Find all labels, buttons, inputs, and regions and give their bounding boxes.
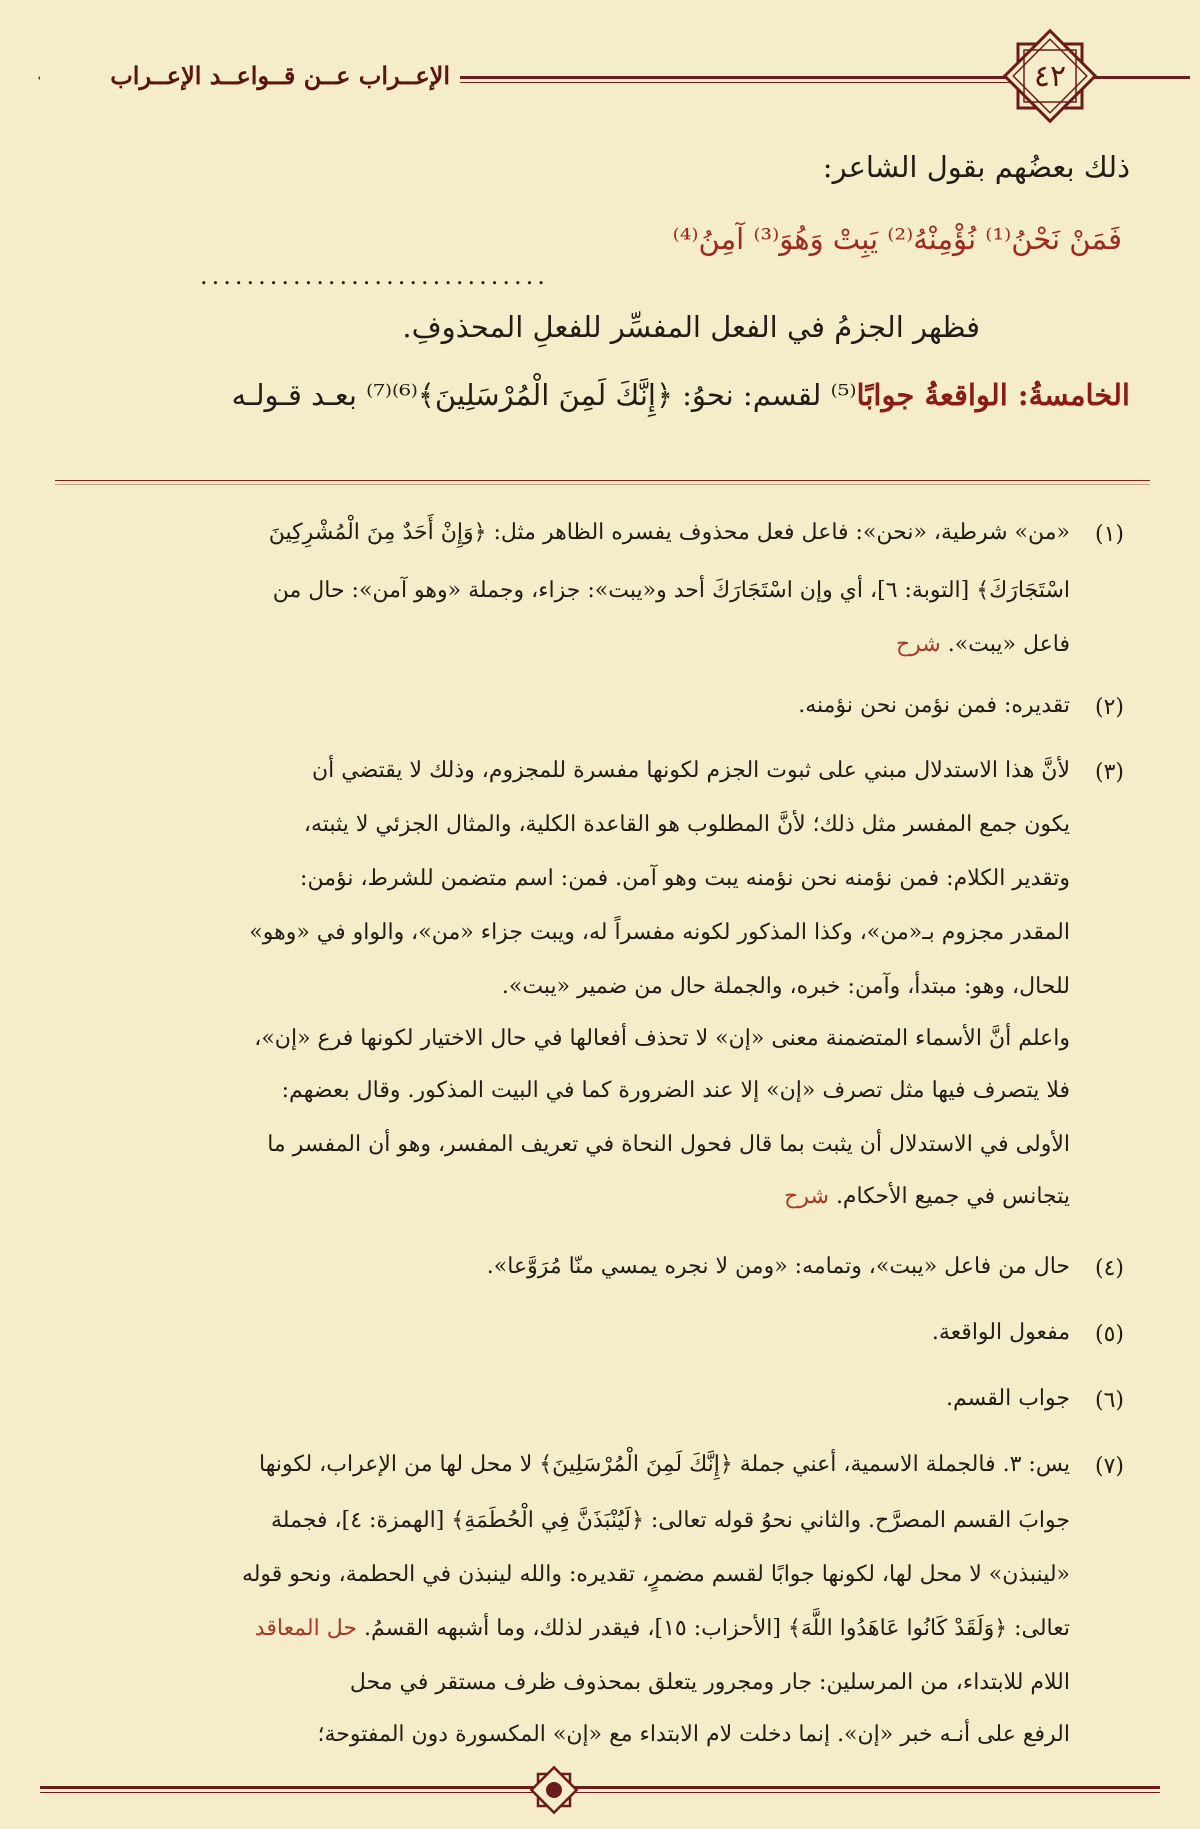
footnote-3-line-1: لأنَّ هذا الاستدلال مبني على ثبوت الجزم لكونها مفسرة للمجزوم، وذلك لا يقتضي أن	[311, 758, 1070, 783]
footnote-7-line-1: يس: ٣. فالجملة الاسمية، أعني جملة ﴿إِنَّكَ لَمِنَ الْمُرْسَلِينَ﴾ لا محل لها من الإعراب، لكونها	[259, 1452, 1070, 1477]
footer-rule	[40, 1786, 1160, 1789]
footnote-3-line-8: الأولى في الاستدلال أن يثبت بما قال فحول النحاة في تعريف المفسر، وهو أن المفسر ما	[267, 1132, 1070, 1157]
footer-ornament-icon	[524, 1760, 584, 1820]
footnote-3-line-3: وتقدير الكلام: فمن نؤمنه نحن نؤمنه يبت وهو آمن. فمن: اسم متضمن للشرط، نؤمن:	[300, 866, 1070, 891]
footnote-2-line-1: تقديره: فمن نؤمن نحن نؤمنه.	[798, 693, 1070, 718]
footnote-7-line-5: اللام للابتداء، من المرسلين: جار ومجرور يتعلق بمحذوف ظرف مستقر في محل	[349, 1670, 1070, 1695]
footnote-separator-shadow	[55, 484, 1150, 485]
footnote-number: (٧)	[1095, 1454, 1125, 1479]
footnote-1-line-2: اسْتَجَارَكَ﴾ [التوبة: ٦]، أي وإن اسْتَجَارَكَ أحد و«يبت»: جزاء، وجملة «وهو آمن»: حال من	[272, 578, 1070, 603]
footnote-1-line-1: «من» شرطية، «نحن»: فاعل فعل محذوف يفسره الظاهر مثل: ﴿وَإِنْ أَحَدٌ مِنَ الْمُشْرِكِينَ	[268, 520, 1070, 545]
sharh-label: شرح	[784, 1184, 829, 1209]
footnote-number: (٤)	[1095, 1256, 1125, 1281]
fifth-heading: الخامسةُ: الواقعةُ جوابًا	[856, 378, 1130, 412]
page-number: ٤٢	[1033, 58, 1067, 94]
running-title: الإعــراب عــن قــواعــد الإعــراب	[40, 56, 460, 96]
footnote-number: (٦)	[1095, 1388, 1125, 1413]
footnote-1-text: فاعل «يبت».	[947, 632, 1070, 657]
footnote-4-line-1: حال من فاعل «يبت»، وتمامه: «ومن لا نجره يمسي منّا مُرَوَّعا».	[486, 1254, 1070, 1279]
footnote-number: (٣)	[1095, 760, 1125, 785]
footnote-number: (١)	[1095, 522, 1125, 547]
footnote-7-line-4	[255, 1616, 1070, 1641]
footnote-7-line-2: جوابَ القسم المصرَّح. والثاني نحوُ قوله تعالى: ﴿لَيُنْبَذَنَّ فِي الْحُطَمَةِ﴾ [الهمزة: ٤]، فجملة	[271, 1508, 1070, 1533]
footnote-3-text: يتجانس في جميع الأحكام.	[835, 1184, 1070, 1209]
intro-line: ذلك بعضُهم بقول الشاعر:	[822, 150, 1130, 184]
footnote-1-line-3	[896, 632, 1070, 657]
footnote-number: (٥)	[1095, 1322, 1125, 1347]
main-line-3: فظهر الجزمُ في الفعل المفسِّر للفعلِ المحذوفِ.	[402, 310, 980, 344]
footer-rule-thin	[40, 1792, 1160, 1793]
footnote-7-line-3: «لينبذن» لا محل لها، لكونها جوابًا لقسم مضمرٍ، تقديره: والله لينبذن في الحطمة، ونحو قوله	[241, 1562, 1070, 1587]
footnote-6-line-1: جواب القسم.	[946, 1386, 1070, 1411]
footnote-number: (٢)	[1095, 695, 1125, 720]
footnote-3-line-5: للحال، وهو: مبتدأ، وآمن: خبره، والجملة حال من ضمير «يبت».	[501, 974, 1070, 999]
footnote-3-line-6: واعلم أنَّ الأسماء المتضمنة معنى «إن» لا تحذف أفعالها في حال الاختيار لكونها فرع «إن»،	[254, 1026, 1070, 1051]
footnote-3-line-7: فلا يتصرف فيها مثل تصرف «إن» إلا عند الضرورة كما في البيت المذكور. وقال بعضهم:	[281, 1078, 1070, 1103]
footnote-7-line-6: الرفع على أنـه خبر «إن». إنما دخلت لام الابتداء مع «إن» المكسورة دون المفتوحة؛	[317, 1722, 1070, 1747]
fifth-heading-rest: ⁽⁵⁾ لقسم: نحوُ: ﴿إِنَّكَ لَمِنَ الْمُرْسَلِينَ﴾⁽⁶⁾⁽⁷⁾ بعـد قـولـه	[231, 378, 857, 412]
header-right-rule	[1090, 76, 1190, 79]
footnote-7-text: تعالى: ﴿وَلَقَدْ كَانُوا عَاهَدُوا اللَّهَ﴾ [الأحزاب: ١٥]، فيقدر لذلك، وما أشبهه القسمُ.	[363, 1616, 1070, 1641]
footnote-separator	[55, 480, 1150, 481]
footnote-5-line-1: مفعول الواقعة.	[931, 1320, 1070, 1345]
footnote-3-line-4: المقدر مجزوم بـ«من»، وكذا المذكور لكونه مفسراً له، ويبت جزاء «من»، والواو في «وهو»	[249, 920, 1070, 945]
verse-line: فَمَنْ نَحْنُ⁽¹⁾ نُؤْمِنْهُ⁽²⁾ يَبِتْ وَهُوَ⁽³⁾ آمِنُ⁽⁴⁾	[672, 222, 1122, 256]
hall-al-maaqid-label: حل المعاقد	[254, 1616, 357, 1641]
sharh-label: شرح	[895, 632, 941, 657]
footnote-3-line-2: يكون جمع المفسر مثل ذلك؛ لأنَّ المطلوب هو القاعدة الكلية، والمثال الجزئي لا يثبته،	[303, 812, 1070, 837]
verse-dots: ..............................	[200, 262, 549, 290]
main-line-4	[232, 378, 1130, 412]
footnote-3-line-9	[784, 1184, 1070, 1209]
